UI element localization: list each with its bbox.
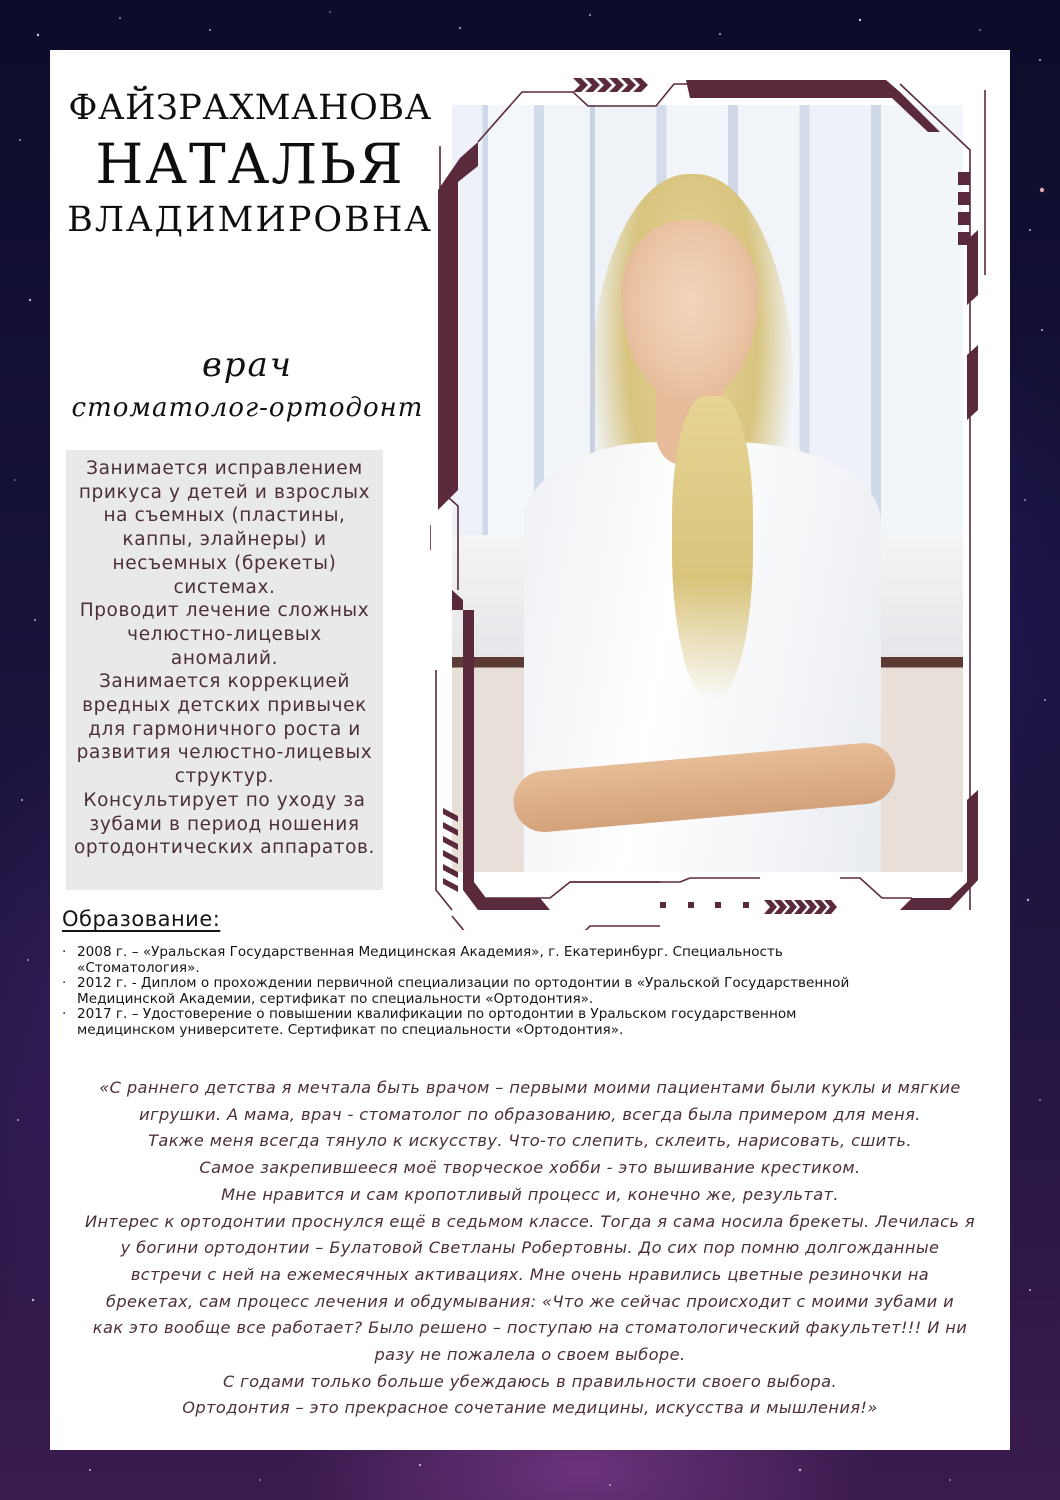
education-item	[60, 976, 980, 1007]
doctor-role-title: врач	[202, 345, 293, 385]
education-item	[60, 1007, 980, 1038]
education-item-line: 2017 г. – Удостоверение о повышении квалификации по ортодонтии в Уральском государственном	[77, 1006, 797, 1022]
about-line: Консультирует по уходу за	[83, 789, 366, 811]
quote-line: Интерес к ортодонтии проснулся ещё в седьмом классе. Тогда я сама носила брекеты. Лечилась я	[84, 1211, 976, 1231]
quote-line: встречи с ней на ежемесячных активациях. Мне очень нравились цветные резиночки на	[130, 1264, 930, 1284]
decorative-photo-frame	[430, 70, 1010, 930]
education-item-line: Медицинской Академии, сертификат по специальности «Ортодонтия».	[77, 990, 594, 1007]
education-item-line: 2012 г. - Диплом о прохождении первичной специализации по ортодонтии в «Уральской Государственной	[77, 975, 850, 991]
doctor-patronymic: ВЛАДИМИРОВНА	[67, 200, 433, 240]
about-line: челюстно-лицевых	[127, 623, 322, 645]
doctor-specialty: стоматолог-ортодонт	[71, 393, 424, 423]
quote-line: Также меня всегда тянуло к искусству. Что-то слепить, склеить, нарисовать, сшить.	[148, 1131, 912, 1151]
about-line: ортодонтических аппаратов.	[73, 837, 376, 859]
about-line: развития челюстно-лицевых	[76, 742, 373, 764]
personal-quote	[50, 1075, 1010, 1422]
about-line: прикуса у детей и взрослых	[78, 481, 371, 503]
education-item-line: медицинском университете. Сертификат по специальности «Ортодонтия».	[77, 1021, 624, 1038]
about-line: Занимается коррекцией	[98, 671, 351, 693]
about-line: вредных детских привычек	[82, 695, 367, 717]
about-line: на съемных (пластины,	[103, 505, 346, 527]
bullet-icon: ·	[62, 944, 67, 960]
education-item	[60, 945, 980, 976]
about-line: структур.	[174, 766, 275, 788]
bullet-icon: ·	[62, 975, 67, 991]
about-line: аномалий.	[170, 647, 279, 669]
about-line: Занимается исправлением	[86, 458, 363, 479]
about-line: несъемных (брекеты)	[112, 552, 337, 574]
education-heading: Образование:	[62, 907, 221, 931]
quote-line: игрушки. А мама, врач - стоматолог по образованию, всегда была примером для меня.	[139, 1104, 921, 1124]
quote-line: С годами только больше убеждаюсь в правильности своего выбора.	[222, 1371, 838, 1391]
quote-line: как это вообще все работает? Было решено – поступаю на стоматологический факультет!!! И ни	[92, 1318, 968, 1338]
doctor-surname: ФАЙЗРАХМАНОВА	[68, 88, 432, 128]
education-item-line: «Стоматология».	[77, 959, 200, 976]
about-line: каппы, элайнеры) и	[122, 529, 327, 551]
about-line: для гармоничного роста и	[88, 718, 361, 740]
quote-line: Мне нравится и сам кропотливый процесс и, конечно же, результат.	[221, 1184, 839, 1204]
quote-line: брекетах, сам процесс лечения и обдумывания: «Что же сейчас происходит с моими зубами и	[105, 1291, 955, 1311]
quote-line: разу не пожалела о своем выборе.	[374, 1345, 686, 1365]
about-line: Проводит лечение сложных	[79, 600, 370, 622]
profile-card	[50, 50, 1010, 1450]
quote-line: «С раннего детства я мечтала быть врачом – первыми моими пациентами были куклы и мягкие	[99, 1078, 961, 1097]
quote-line: у богини ортодонтии – Булатовой Светланы Робертовны. До сих пор помню долгожданные	[120, 1238, 940, 1258]
doctor-first-name: НАТАЛЬЯ	[95, 132, 405, 196]
bullet-icon: ·	[62, 1006, 67, 1022]
services-description-box	[66, 450, 383, 890]
quote-line: Ортодонтия – это прекрасное сочетание медицины, искусства и мышления!»	[182, 1398, 878, 1418]
about-line: системах.	[173, 576, 276, 598]
about-line: зубами в период ношения	[89, 813, 360, 835]
education-item-line: 2008 г. – «Уральская Государственная Медицинская Академия», г. Екатеринбург. Специальность	[77, 944, 783, 960]
quote-line: Самое закрепившееся моё творческое хобби - это вышивание крестиком.	[199, 1158, 861, 1178]
education-list	[60, 945, 980, 1038]
